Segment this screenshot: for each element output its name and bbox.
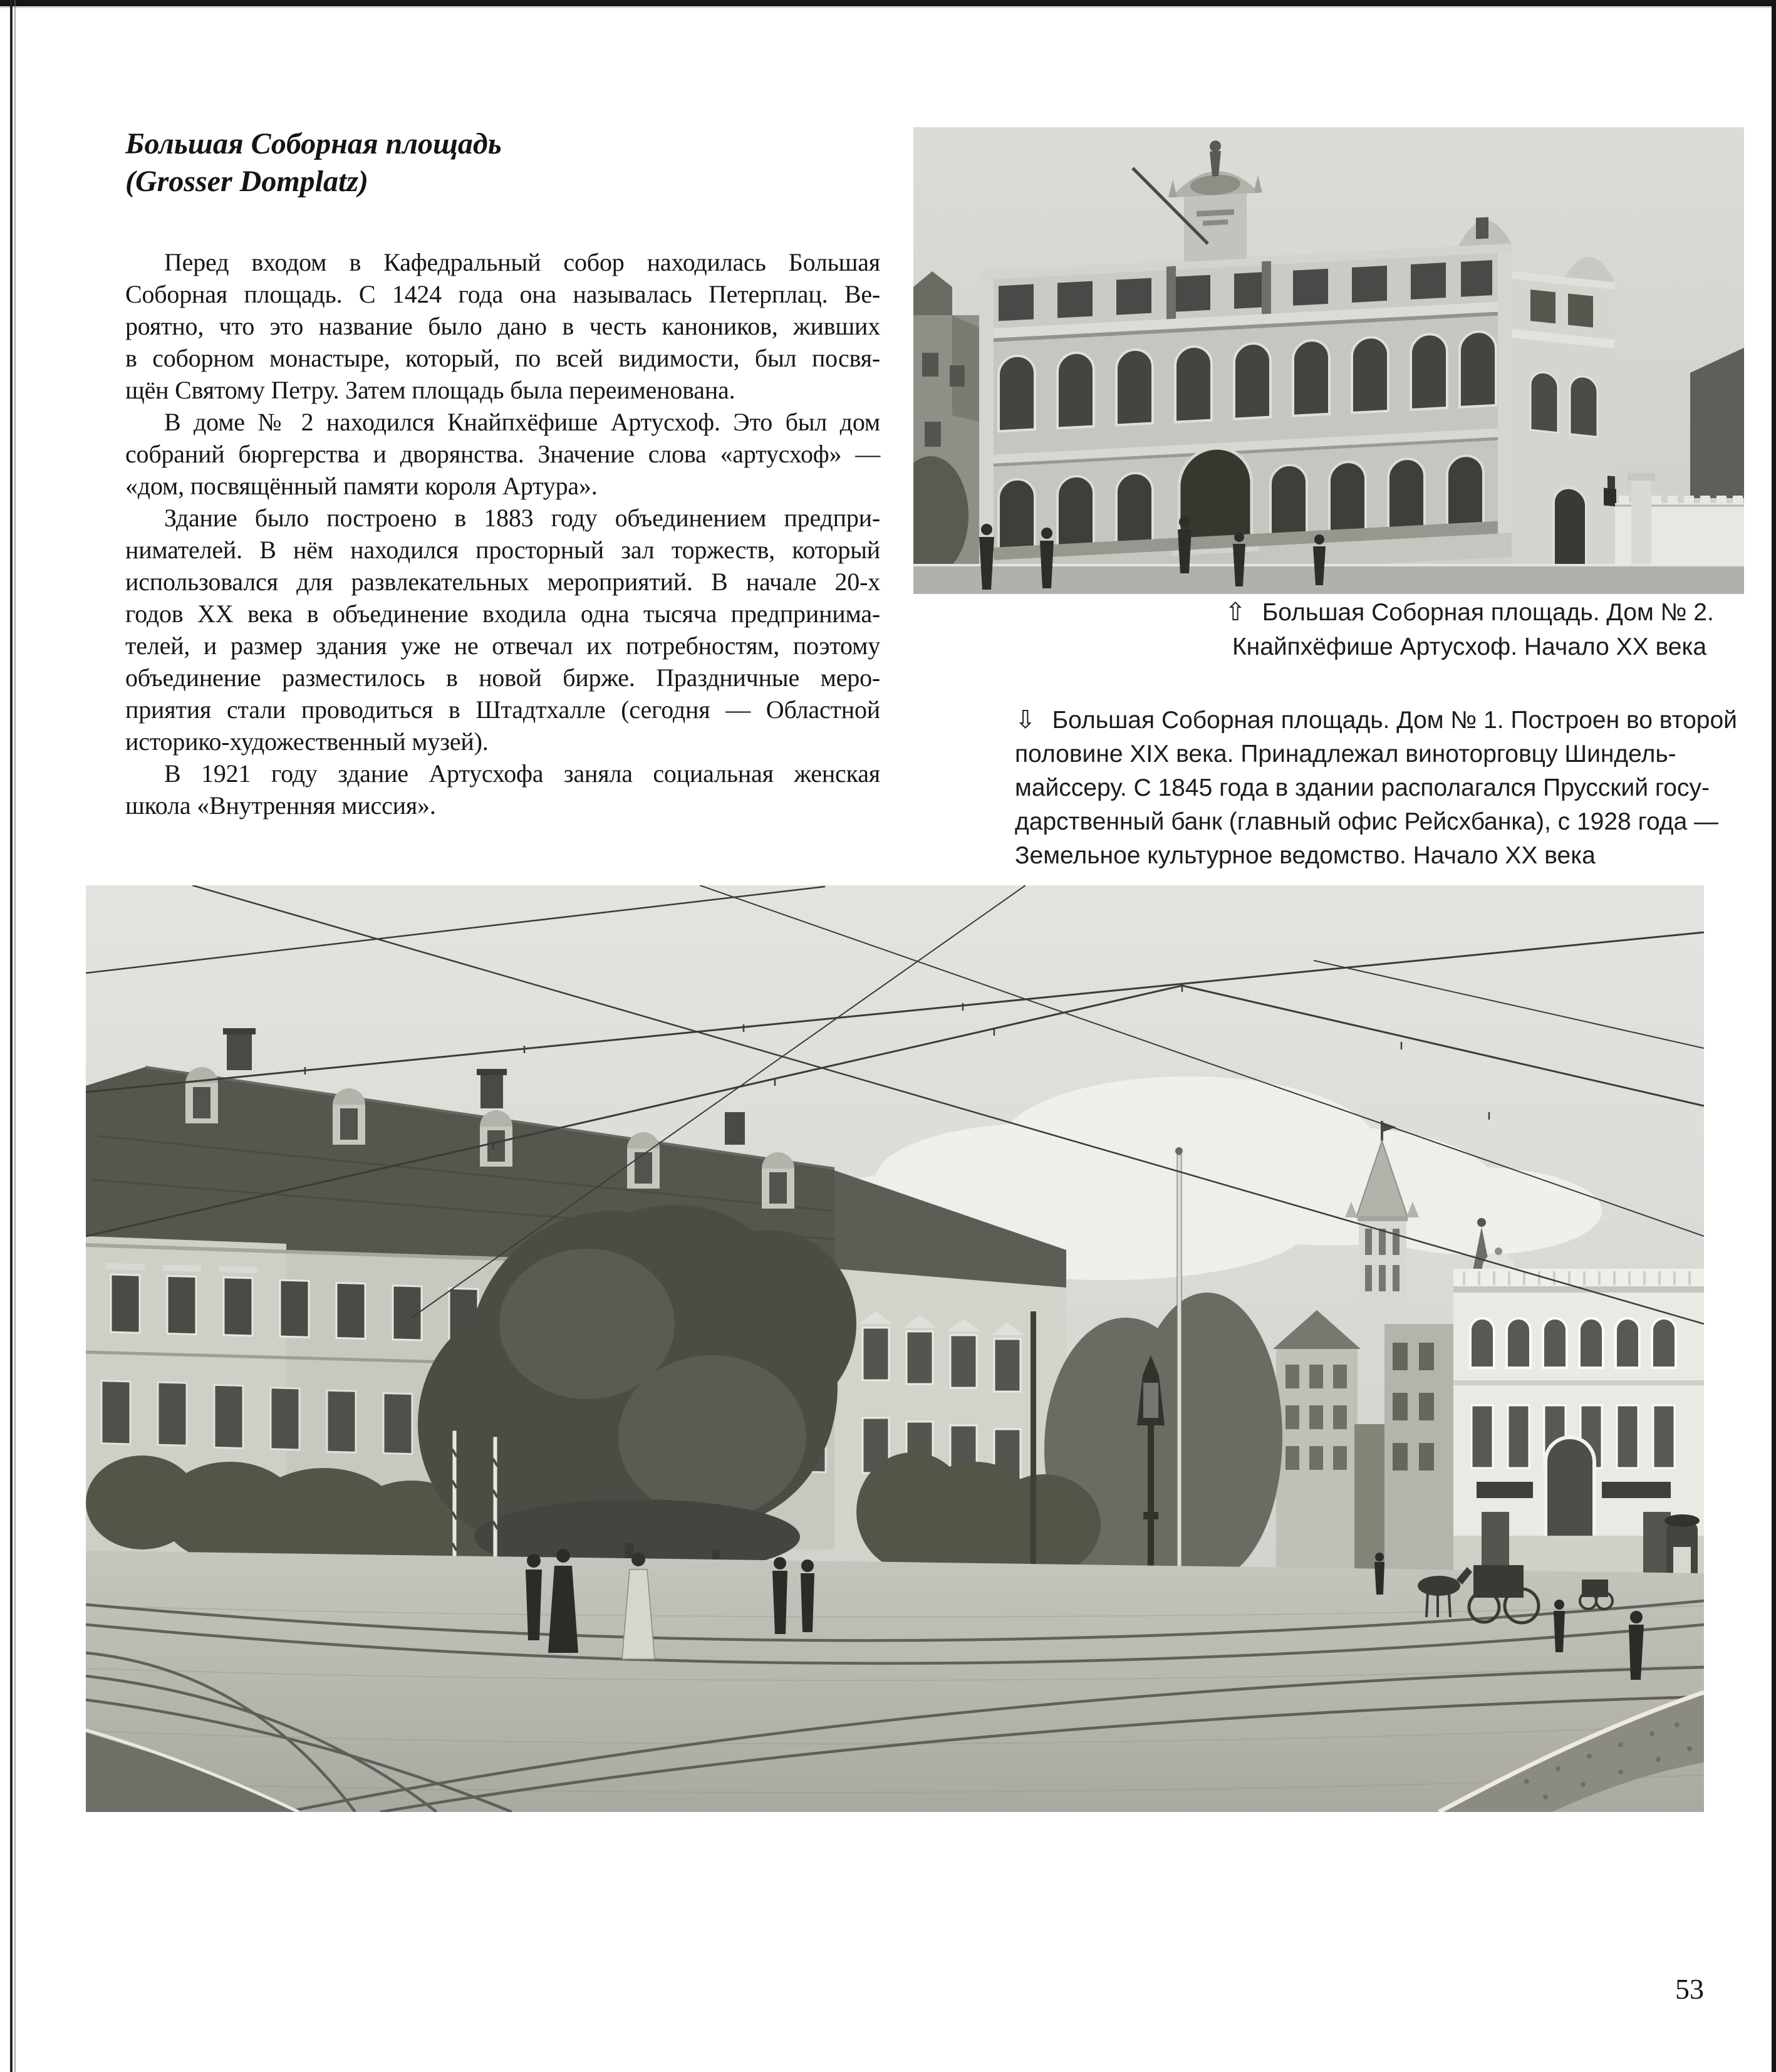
- caption-bottom-text-5: Земельное культурное ведомство. Начало XX века: [1015, 842, 1596, 869]
- text-line: В доме № 2 находился Кнайпхёфише Артусхоф. Это был дом: [164, 408, 880, 436]
- photo-dom-2-illustration: [913, 127, 1744, 594]
- text-line: телей, и размер здания уже не отвечал их потребностям, поэтому: [125, 632, 880, 660]
- heading-line-de: (Grosser Domplatz): [125, 165, 369, 198]
- text-line: приятия стали проводиться в Штадтхалле (сегодня — Областной: [125, 695, 880, 724]
- scan-edge-left-inner: [14, 0, 16, 2072]
- photo-square-illustration: [86, 885, 1704, 1812]
- text-line: нимателей. В нём находился просторный зал торжеств, который: [125, 536, 880, 564]
- page-number: 53: [1675, 1973, 1704, 2005]
- caption-bottom-text-2: половине XIX века. Принадлежал виноторговцу Шиндель-: [1015, 741, 1676, 768]
- text-line: использовался для развлекательных мероприятий. В начале 20-х: [125, 568, 880, 596]
- body-text-column: [125, 246, 880, 821]
- paragraph: [125, 406, 880, 502]
- caption-top-text-2: Кнайпхёфише Артусхоф. Начало XX века: [1232, 633, 1707, 660]
- text-line: В 1921 году здание Артусхофа заняла социальная женская: [164, 759, 880, 788]
- caption-bottom-text-4: дарственный банк (главный офис Рейсхбанка), с 1928 года —: [1015, 808, 1719, 835]
- text-line: щён Святому Петру. Затем площадь была переименована.: [125, 376, 735, 404]
- text-line: историко-художественный музей).: [125, 727, 489, 756]
- text-line: Здание было построено в 1883 году объединением предпри-: [164, 504, 880, 532]
- scan-edge-left: [10, 0, 13, 2072]
- down-arrow-icon: ⇩: [1015, 705, 1036, 734]
- text-line: Соборная площадь. С 1424 года она называлась Петерплац. Ве-: [125, 280, 880, 308]
- street: [913, 564, 1744, 594]
- section-heading: [125, 125, 880, 200]
- heading-line-ru: Большая Соборная площадь: [125, 127, 502, 160]
- text-line: «дом, посвящённый памяти короля Артура».: [125, 472, 598, 500]
- text-line: объединение разместилось в новой бирже. Праздничные меро-: [125, 664, 880, 692]
- up-arrow-icon: ⇧: [1225, 598, 1246, 627]
- photo-dom-2-artushof: [913, 127, 1744, 594]
- scan-edge-right: [1772, 0, 1776, 2072]
- scan-edge-top: [0, 0, 1776, 6]
- paragraph: [125, 502, 880, 757]
- neighbour-houses: [913, 271, 979, 575]
- artushof-side-facade: [1512, 249, 1616, 594]
- tram-pole: [1031, 1311, 1036, 1603]
- caption-bottom-line-1: [1015, 703, 1757, 737]
- corner-lantern: [1604, 487, 1616, 506]
- text-line: роятно, что это название было дано в честь каноников, живших: [125, 312, 880, 340]
- plaza: [86, 1551, 1704, 1812]
- paragraph: [125, 246, 880, 406]
- caption-top-text-1: Большая Соборная площадь. Дом № 2.: [1262, 599, 1714, 626]
- caption-bottom-text-3: майссеру. С 1845 года в здании располагался Прусский госу-: [1015, 774, 1710, 801]
- caption-bottom-text-1: Большая Соборная площадь. Дом № 1. Построен во второй: [1052, 707, 1737, 734]
- text-line: Перед входом в Кафедральный собор находилась Большая: [164, 248, 880, 276]
- scan-edge-top-shadow: [0, 6, 1776, 8]
- photo-dom-1-square: [86, 885, 1704, 1812]
- text-line: в соборном монастыре, который, по всей видимости, был посвя-: [125, 344, 880, 372]
- caption-bottom: [1015, 703, 1757, 873]
- text-line: годов XX века в объединение входила одна тысяча предпринима-: [125, 600, 880, 628]
- paragraph: [125, 757, 880, 821]
- text-line: школа «Внутренняя миссия».: [125, 791, 436, 820]
- text-line: собраний бюргерства и дворянства. Значение слова «артусхоф» —: [125, 440, 880, 468]
- caption-top: [1186, 595, 1753, 664]
- caption-top-line-1: [1186, 595, 1753, 630]
